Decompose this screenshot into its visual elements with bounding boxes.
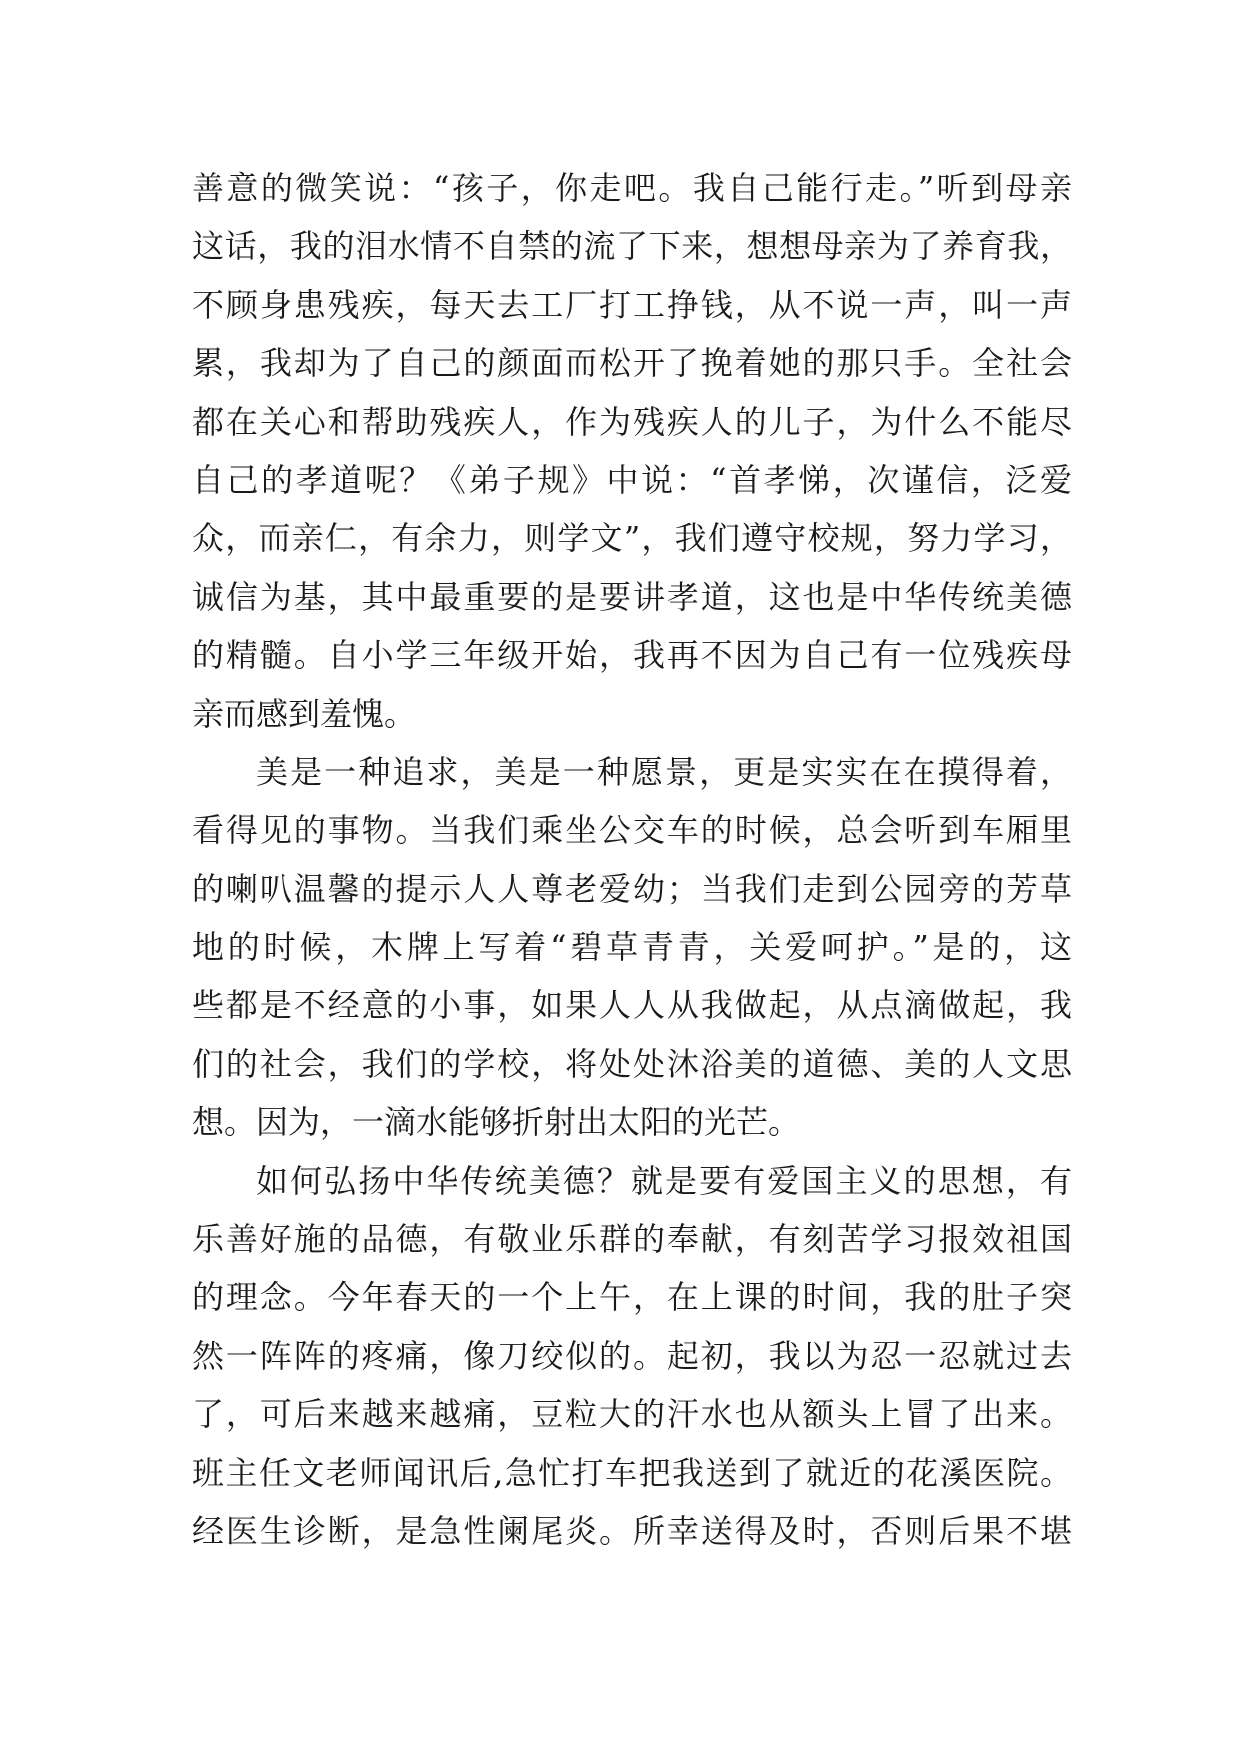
text-line: 看得见的事物。当我们乘坐公交车的时候，总会听到车厢里	[192, 811, 1072, 850]
text-line: 诚信为基，其中最重要的是要讲孝道，这也是中华传统美德	[192, 577, 1072, 616]
paragraph-start-line: 美是一种追求，美是一种愿景，更是实实在在摸得着，	[256, 752, 1072, 791]
text-line: 众，而亲仁，有余力，则学文”，我们遵守校规，努力学习，	[192, 519, 1072, 558]
text-line: 班主任文老师闻讯后,急忙打车把我送到了就近的花溪医院。	[192, 1453, 1072, 1492]
text-line: 地的时候，木牌上写着“碧草青青，关爱呵护。”是的，这	[192, 928, 1072, 967]
text-line: 乐善好施的品德，有敬业乐群的奉献，有刻苦学习报效祖国	[192, 1220, 1072, 1259]
document-body	[192, 159, 1072, 1560]
text-line: 不顾身患残疾，每天去工厂打工挣钱，从不说一声，叫一声	[192, 285, 1072, 324]
text-line: 想。因为，一滴水能够折射出太阳的光芒。	[192, 1103, 801, 1142]
text-line: 亲而感到羞愧。	[192, 694, 417, 733]
text-line: 经医生诊断，是急性阑尾炎。所幸送得及时，否则后果不堪	[192, 1511, 1072, 1550]
text-line: 了，可后来越来越痛，豆粒大的汗水也从额头上冒了出来。	[192, 1395, 1072, 1434]
text-line: 这话，我的泪水情不自禁的流了下来，想想母亲为了养育我，	[192, 227, 1072, 266]
text-line: 善意的微笑说：“孩子，你走吧。我自己能行走。”听到母亲	[192, 169, 1072, 207]
text-line: 的理念。今年春天的一个上午，在上课的时间，我的肚子突	[192, 1278, 1072, 1317]
text-line: 们的社会，我们的学校，将处处沐浴美的道德、美的人文思	[192, 1044, 1072, 1083]
paragraph-start-line: 如何弘扬中华传统美德？就是要有爱国主义的思想，有	[256, 1161, 1072, 1200]
text-line: 自己的孝道呢？《弟子规》中说：“首孝悌，次谨信，泛爱	[192, 460, 1072, 499]
text-line: 然一阵阵的疼痛，像刀绞似的。起初，我以为忍一忍就过去	[192, 1336, 1072, 1375]
text-line: 的喇叭温馨的提示人人尊老爱幼；当我们走到公园旁的芳草	[192, 869, 1072, 908]
text-line: 累，我却为了自己的颜面而松开了挽着她的那只手。全社会	[192, 344, 1072, 383]
text-line: 都在关心和帮助残疾人，作为残疾人的儿子，为什么不能尽	[192, 402, 1072, 441]
text-line: 的精髓。自小学三年级开始，我再不因为自己有一位残疾母	[192, 636, 1072, 675]
text-line: 些都是不经意的小事，如果人人从我做起，从点滴做起，我	[192, 986, 1072, 1025]
